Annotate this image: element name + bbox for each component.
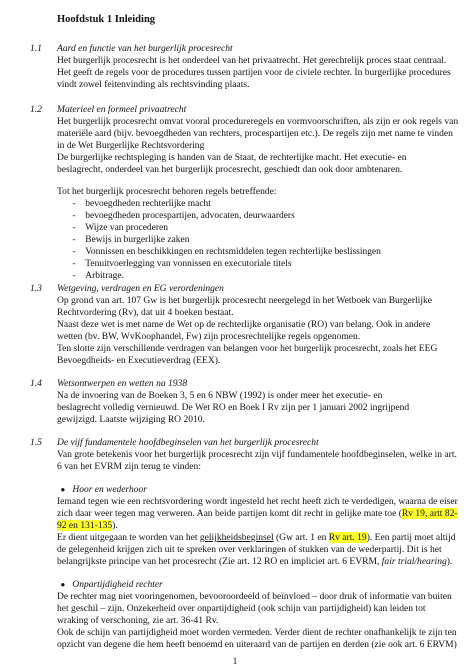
dash-bullet: -: [72, 258, 76, 269]
text-run: zich daar weer tegen mag verweren. Aan beide partijen komt dit recht in gelijke mate toe (: [57, 508, 402, 519]
paragraph-line: De burgerlijke rechtspleging is handen van de Staat, de rechterlijke macht. Het executie- en: [57, 152, 407, 163]
list-item-text: Vonnissen en beschikkingen en rechtsmiddelen tegen rechterlijke beslissingen: [85, 246, 381, 257]
paragraph-line: Het burgerlijk procesrecht omvat vooral procedureregels en vormvoorschriften, als zijn er ook regels van: [57, 116, 459, 127]
section-number: 1.4: [30, 378, 42, 389]
page-number: 1: [232, 656, 238, 667]
paragraph-line: de gelegenheid krijgen zich uit te spreken over verklaringen of stukken van de wederpartij. Dit is het: [57, 544, 442, 555]
section-number: 1.1: [30, 43, 42, 54]
paragraph-line: De rechter mag niet vooringenomen, bevooroordeeld of beïnvloed – door druk of informatie van buiten: [57, 591, 452, 602]
paragraph-line: beslagrecht, onderdeel van het burgerlijk procesrecht, geschiedt dan ook door ambtenaren.: [57, 164, 403, 175]
underlined-term: gelijkheidsbeginsel: [199, 532, 274, 543]
text-run: belangrijkste principe van het procesrecht (Zie art. 12 RO en impliciet art. 6 EVRM,: [57, 556, 382, 567]
subsection-title: Hoor en wederhoor: [72, 484, 147, 495]
paragraph-line: Bevoegdheids- en Executieverdrag (EEX).: [57, 355, 221, 366]
paragraph-line: in de Wet Burgerlijke Rechtsvordering: [57, 140, 205, 151]
paragraph-line: Rechtvordering (Rv), dat uit 4 boeken bestaat.: [57, 307, 234, 318]
list-item-text: bevoegdheden procespartijen, advocaten, deurwaarders: [85, 210, 295, 221]
list-item-text: Wijze van procederen: [85, 222, 168, 233]
paragraph-line: Op grond van art. 107 Gw is het burgerlijk procesrecht neergelegd in het Wetboek van Burgerlijke: [57, 295, 432, 306]
section-number: 1.3: [30, 283, 42, 294]
highlighted-reference: Rv art. 19: [328, 532, 367, 543]
text-run: ).: [112, 520, 118, 531]
paragraph-line: opzicht van degene die hem heeft benoemd en uiteraard van de partijen en derden (zie ook art. 6 ERVM): [57, 639, 457, 650]
list-item-text: Arbitrage.: [85, 270, 124, 281]
list-intro: Tot het burgerlijk procesrecht behoren regels betreffende:: [57, 186, 277, 197]
paragraph-line: gewijzigd. Laatste wijziging RO 2010.: [57, 414, 205, 425]
section-title: De vijf fundamentele hoofdbeginselen van het burgerlijk procesrecht: [57, 437, 319, 448]
chapter-title: Hoofdstuk 1 Inleiding: [57, 14, 156, 25]
paragraph-line: Het geeft de regels voor de procedures tussen partijen voor de civiele rechter. In burgerlijke procedures: [57, 67, 451, 78]
paragraph-line: wraking of verschoning, zie art. 36-41 Rv.: [57, 615, 219, 626]
list-item-text: Tenuitvoerlegging van vonnissen en executoriale titels: [85, 258, 292, 269]
dash-bullet: -: [72, 246, 76, 257]
dash-bullet: -: [72, 270, 76, 281]
text-run: Er dient uitgegaan te worden van het: [57, 532, 200, 543]
section-title: Wetgeving, verdragen en EG verordeningen: [57, 283, 224, 294]
paragraph-line: Van grote betekenis voor het burgerlijk procesrecht zijn vijf fundamentele hoofdbeginselen, welke in art.: [57, 449, 457, 460]
text-run: ).: [446, 556, 453, 567]
paragraph-line: [57, 556, 452, 567]
paragraph-line: [57, 520, 118, 531]
paragraph-line: het geschil – zijn. Onzekerheid over onpartijdigheid (ook schijn van partijdigheid) kan leiden tot: [57, 603, 426, 614]
paragraph-line: 6 van het EVRM zijn terug te vinden:: [57, 461, 201, 472]
section-title: Wetsontwerpen en wetten na 1938: [57, 378, 188, 389]
dash-bullet: -: [72, 222, 76, 233]
paragraph-line: Ook de schijn van partijdigheid moet worden vermeden. Verder dient de rechter onafhankelijk te zijn ten: [57, 627, 457, 638]
bullet-dot-icon: ●: [60, 485, 66, 494]
subsection-title: Onpartijdigheid rechter: [72, 579, 163, 590]
dash-bullet: -: [72, 198, 76, 209]
list-item-text: bevoegdheden rechterlijke macht: [85, 198, 211, 209]
section-number: 1.5: [30, 437, 42, 448]
paragraph-line: vindt zowel feitenvinding als rechtsvinding plaats.: [57, 79, 250, 90]
paragraph-line: [57, 508, 458, 519]
highlighted-reference: Rv 19, artt 82-: [401, 508, 458, 519]
dash-bullet: -: [72, 234, 76, 245]
paragraph-line: Ten slotte zijn verschillende verdragen van belangen voor het burgerlijk procesrecht, zoals het EEG: [57, 343, 438, 354]
paragraph-line: Het burgerlijk procesrecht is het onderdeel van het privaatrecht. Het gerechtelijk proces staat centraal.: [57, 55, 447, 66]
section-number: 1.2: [30, 104, 42, 115]
list-item-text: Bewijs in burgerlijke zaken: [85, 234, 190, 245]
highlighted-reference: 92 en 131-135: [57, 520, 113, 531]
dash-bullet: -: [72, 210, 76, 221]
italic-term: fair trial/hearing: [381, 556, 447, 567]
paragraph-line: [57, 532, 456, 543]
section-title: Aard en functie van het burgerlijk procesrecht: [57, 43, 233, 54]
paragraph-line: Iemand tegen wie een rechtsvordering wordt ingesteld het recht heeft zich te verdedigen, waarna de eiser: [57, 496, 458, 507]
text-run: (Gw art. 1 en: [273, 532, 329, 543]
text-run: ). Een partij moet altijd: [366, 532, 456, 543]
paragraph-line: materiële aard (bijv. bevoegdheden van rechters, procespartijen etc.). De regels zijn met name te vinden: [57, 128, 453, 139]
paragraph-line: beslagrecht volledig vernieuwd. De Wet RO en Boek I Rv zijn per 1 januari 2002 ingrijpend: [57, 402, 410, 413]
paragraph-line: wetten (bv. BW, WvKoophandel, Fw) zijn procesrechtelijke regels opgenomen.: [57, 331, 361, 342]
paragraph-line: Na de invoering van de Boeken 3, 5 en 6 NBW (1992) is onder meer het executie- en: [57, 390, 383, 401]
section-title: Materieel en formeel privaatrecht: [57, 104, 187, 115]
bullet-dot-icon: ●: [60, 580, 66, 589]
paragraph-line: Naast deze wet is met name de Wet op de rechterlijke organisatie (RO) van belang. Ook in andere: [57, 319, 431, 330]
